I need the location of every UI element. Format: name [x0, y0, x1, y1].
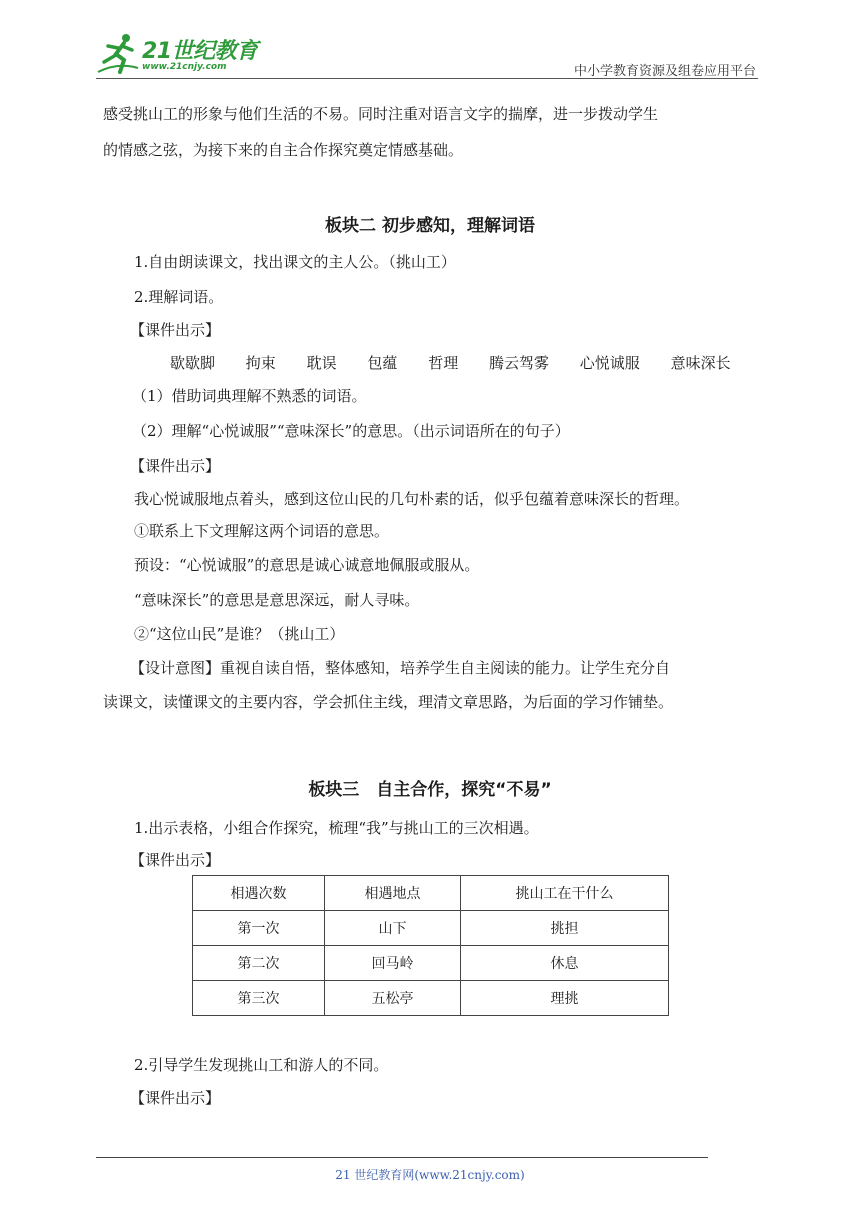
section-2-title: 板块二 初步感知，理解词语 — [325, 216, 535, 236]
encounters-table — [192, 875, 669, 1016]
intro-line-2: 的情感之弦，为接下来的自主合作探究奠定情感基础。 — [103, 141, 464, 159]
section-3-title: 板块三 自主合作，探究“不易” — [308, 780, 552, 800]
table-header-row — [193, 876, 669, 911]
design-intent-line-1: 【设计意图】重视自读自悟，整体感知，培养学生自主阅读的能力。让学生充分自 — [130, 659, 671, 677]
design-intent-line-2: 读课文，读懂课文的主要内容，学会抓住主线，理清文章思路，为后面的学习作铺垫。 — [103, 693, 674, 711]
runner-logo-icon — [96, 32, 140, 74]
section-3-item-2: 2.引导学生发现挑山工和游人的不同。 — [134, 1056, 389, 1074]
quoted-sentence: 我心悦诚服地点着头，感到这位山民的几句朴素的话，似乎包蕴着意味深长的哲理。 — [134, 490, 690, 508]
table-row — [193, 946, 669, 981]
table-cell: 第三次 — [193, 981, 325, 1016]
platform-name: 中小学教育资源及组卷应用平台 — [573, 64, 756, 79]
table-cell: 休息 — [461, 946, 669, 981]
courseware-label: 【课件出示】 — [130, 1089, 221, 1107]
table-cell: 挑担 — [461, 911, 669, 946]
preset-1: 预设：“心悦诚服”的意思是诚心诚意地佩服或服从。 — [134, 556, 480, 574]
table-cell: 回马岭 — [325, 946, 461, 981]
vocab-word: 哲理 — [428, 354, 459, 372]
intro-line-1: 感受挑山工的形象与他们生活的不易。同时注重对语言文字的揣摩，进一步拨动学生 — [103, 105, 659, 123]
vocab-word: 心悦诚服 — [579, 354, 640, 372]
header-divider — [96, 78, 758, 79]
table-cell: 理挑 — [461, 981, 669, 1016]
preset-2: “意味深长”的意思是意思深远，耐人寻味。 — [134, 591, 420, 609]
vocab-word: 耽误 — [306, 354, 337, 372]
footer-divider — [96, 1157, 708, 1158]
table-row — [193, 911, 669, 946]
logo-text: 21世纪教育 — [142, 39, 258, 64]
table-cell: 五松亭 — [325, 981, 461, 1016]
page-header — [0, 0, 860, 82]
sub-item-1: （1）借助词典理解不熟悉的词语。 — [132, 387, 367, 405]
section-2-item-2: 2.理解词语。 — [134, 288, 224, 306]
vocab-word: 拘束 — [245, 354, 276, 372]
vocab-word: 腾云驾雾 — [488, 354, 549, 372]
vocabulary-list — [170, 352, 757, 373]
courseware-label: 【课件出示】 — [130, 851, 221, 869]
table-cell: 第一次 — [193, 911, 325, 946]
table-row — [193, 981, 669, 1016]
vocab-word: 歇歇脚 — [170, 354, 216, 372]
sub-item-2: （2）理解“心悦诚服”“意味深长”的意思。（出示词语所在的句子） — [132, 422, 570, 440]
courseware-label: 【课件出示】 — [130, 321, 221, 339]
column-header: 相遇地点 — [325, 876, 461, 911]
courseware-label: 【课件出示】 — [130, 457, 221, 475]
vocab-word: 意味深长 — [670, 354, 731, 372]
column-header: 挑山工在干什么 — [461, 876, 669, 911]
column-header: 相遇次数 — [193, 876, 325, 911]
step-2: ②“这位山民”是谁？（挑山工） — [134, 625, 345, 643]
section-3-item-1: 1.出示表格，小组合作探究，梳理“我”与挑山工的三次相遇。 — [134, 819, 539, 837]
table-cell: 第二次 — [193, 946, 325, 981]
site-logo[interactable] — [96, 30, 266, 78]
step-1: ①联系上下文理解这两个词语的意思。 — [134, 522, 390, 540]
logo-url: www.21cnjy.com — [142, 62, 227, 72]
table-cell: 山下 — [325, 911, 461, 946]
vocab-word: 包蕴 — [367, 354, 398, 372]
section-2-item-1: 1.自由朗读课文，找出课文的主人公。（挑山工） — [134, 253, 456, 271]
footer-link[interactable]: 21 世纪教育网(www.21cnjy.com) — [335, 1168, 525, 1182]
